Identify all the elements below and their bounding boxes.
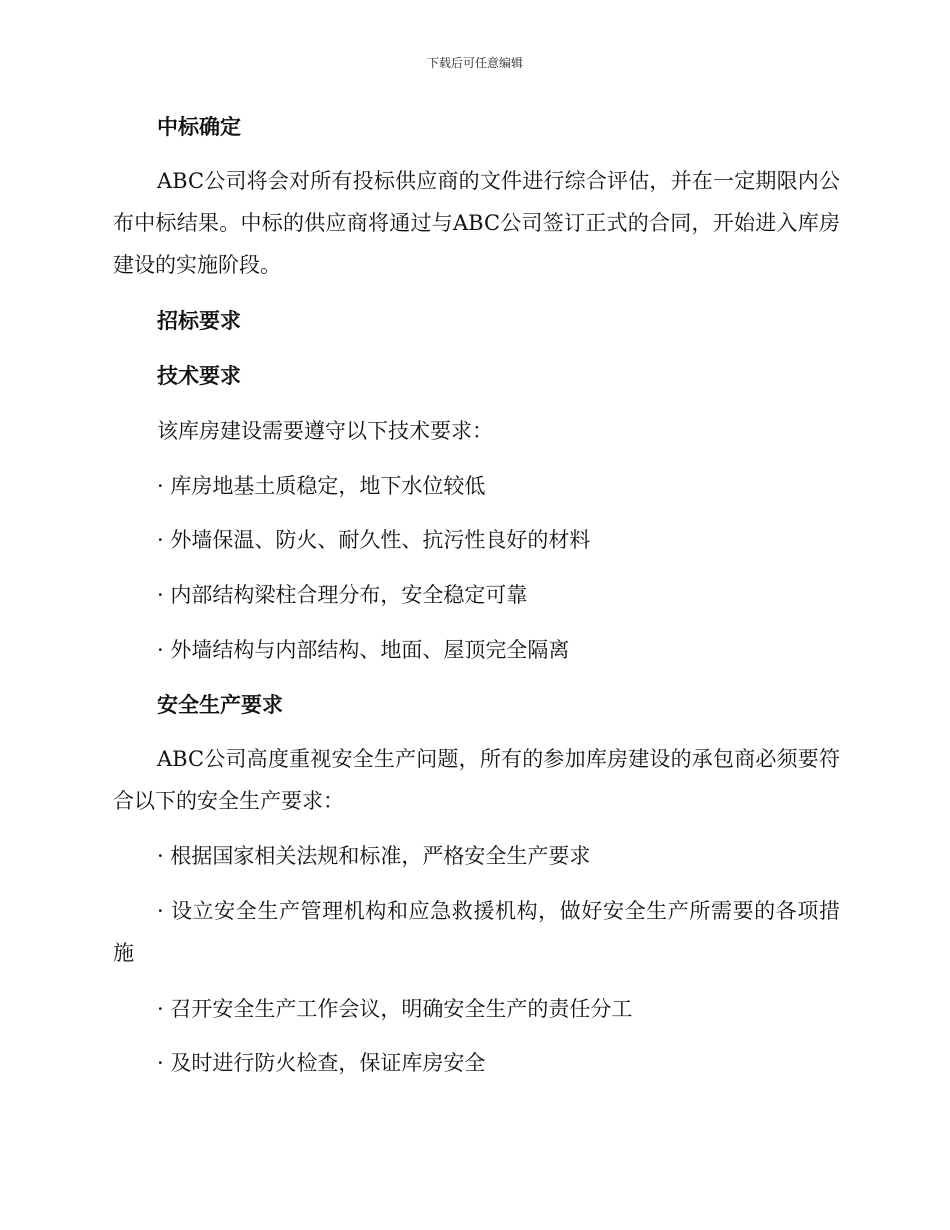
safety-item-1: · 根据国家相关法规和标准，严格安全生产要求	[157, 844, 591, 868]
tech-intro: 该库房建设需要遵守以下技术要求：	[157, 419, 493, 443]
heading-award: 中标确定	[157, 115, 241, 139]
tech-item-2: · 外墙保温、防火、耐久性、抗污性良好的材料	[157, 528, 591, 552]
safety-item-2: · 设立安全生产管理机构和应急救援机构，做好安全生产所需要的各项措施	[113, 899, 840, 965]
safety-item-4: · 及时进行防火检查，保证库房安全	[157, 1051, 486, 1075]
paragraph-award: ABC公司将会对所有投标供应商的文件进行综合评估，并在一定期限内公布中标结果。中标的供应商将通过与ABC公司签订正式的合同，开始进入库房建设的实施阶段。	[113, 169, 840, 277]
heading-tech: 技术要求	[157, 364, 241, 388]
safety-item-3: · 召开安全生产工作会议，明确安全生产的责任分工	[157, 997, 633, 1021]
tech-item-4: · 外墙结构与内部结构、地面、屋顶完全隔离	[157, 638, 570, 662]
tech-item-1: · 库房地基土质稳定，地下水位较低	[157, 474, 486, 498]
tech-item-3: · 内部结构梁柱合理分布，安全稳定可靠	[157, 583, 528, 607]
header-note: 下载后可任意编辑	[426, 56, 523, 70]
heading-requirements: 招标要求	[157, 309, 241, 333]
safety-intro: ABC公司高度重视安全生产问题，所有的参加库房建设的承包商必须要符合以下的安全生产要求：	[113, 747, 840, 813]
heading-safety: 安全生产要求	[157, 693, 283, 717]
